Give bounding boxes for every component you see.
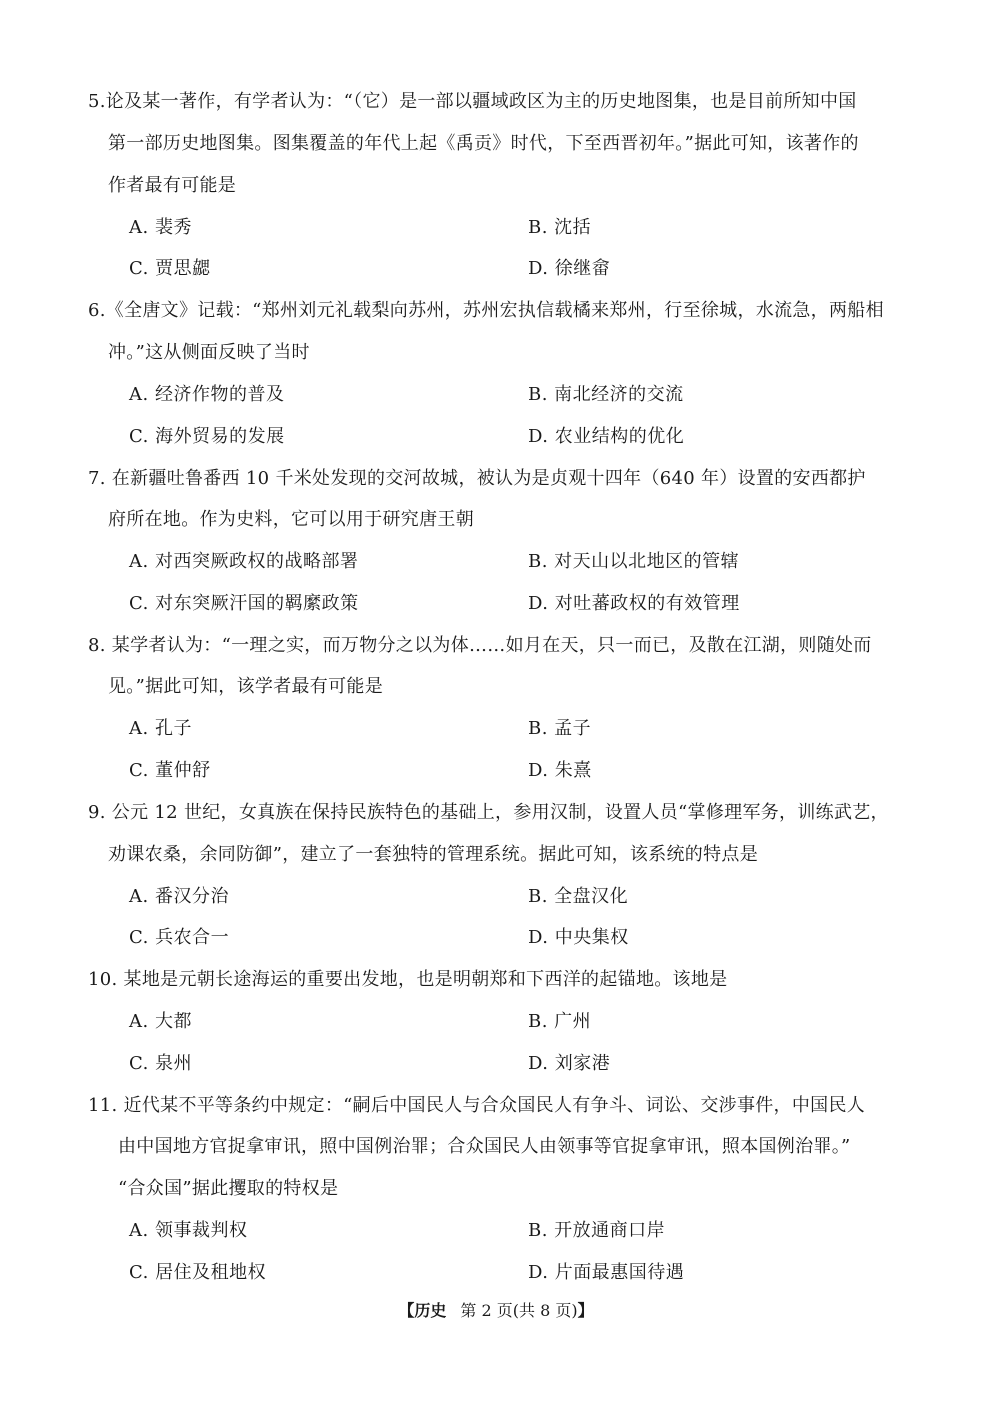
question-5-option-b: B. 沈括: [528, 217, 592, 238]
question-7-line-2: 府所在地。作为史料，它可以用于研究唐王朝: [108, 509, 474, 530]
question-11-option-b: B. 开放通商口岸: [528, 1220, 666, 1241]
question-5-option-c: C. 贾思勰: [129, 258, 211, 279]
question-6-option-c: C. 海外贸易的发展: [129, 426, 285, 447]
question-11-option-d: D. 片面最惠国待遇: [528, 1262, 685, 1283]
question-8-option-b: B. 孟子: [528, 718, 592, 739]
question-9-option-a: A. 番汉分治: [129, 886, 229, 907]
question-8-option-c: C. 董仲舒: [129, 760, 211, 781]
question-10-option-c: C. 泉州: [129, 1053, 193, 1074]
question-6-option-a: A. 经济作物的普及: [129, 384, 285, 405]
question-9-option-c: C. 兵农合一: [129, 927, 230, 948]
footer-page-info: 第 2 页(共 8 页): [460, 1301, 578, 1320]
footer-close-bracket: 】: [577, 1301, 594, 1320]
question-10-line-1: 10. 某地是元朝长途海运的重要出发地，也是明朝郑和下西洋的起锚地。该地是: [88, 969, 728, 990]
question-9-line-2: 劝课农桑，余同防御”，建立了一套独特的管理系统。据此可知，该系统的特点是: [108, 844, 758, 865]
question-7-line-1: 7. 在新疆吐鲁番西 10 千米处发现的交河故城，被认为是贞观十四年（640 年）设置的安西都护: [88, 468, 866, 489]
question-10-option-d: D. 刘家港: [528, 1053, 611, 1074]
question-11-option-c: C. 居住及租地权: [129, 1262, 267, 1283]
question-8-line-2: 见。”据此可知，该学者最有可能是: [108, 676, 384, 697]
question-9-line-1: 9. 公元 12 世纪，女真族在保持民族特色的基础上，参用汉制，设置人员“掌修理军务，训练武艺，: [88, 802, 889, 823]
question-11-line-1: 11. 近代某不平等条约中规定：“嗣后中国民人与合众国民人有争斗、词讼、交涉事件，中国民人: [88, 1095, 866, 1116]
question-10-option-a: A. 大都: [129, 1011, 192, 1032]
question-6-option-d: D. 农业结构的优化: [528, 426, 685, 447]
question-6-line-2: 冲。”这从侧面反映了当时: [108, 342, 310, 363]
question-11-option-a: A. 领事裁判权: [129, 1220, 248, 1241]
question-8-option-a: A. 孔子: [129, 718, 192, 739]
question-9-option-d: D. 中央集权: [528, 927, 629, 948]
question-10-option-b: B. 广州: [528, 1011, 592, 1032]
question-7-option-b: B. 对天山以北地区的管辖: [528, 551, 740, 572]
question-5-line-3: 作者最有可能是: [108, 175, 237, 196]
footer-subject: 历史: [414, 1301, 447, 1320]
question-6-line-1: 6.《全唐文》记载：“郑州刘元礼载梨向苏州，苏州宏执信载橘来郑州，行至徐城，水流急，两船相: [88, 300, 884, 321]
question-8-option-d: D. 朱熹: [528, 760, 592, 781]
question-7-option-c: C. 对东突厥汗国的羁縻政策: [129, 593, 359, 614]
question-7-option-a: A. 对西突厥政权的战略部署: [129, 551, 359, 572]
question-11-line-3: “合众国”据此攫取的特权是: [118, 1178, 339, 1199]
question-7-option-d: D. 对吐蕃政权的有效管理: [528, 593, 740, 614]
question-5-option-a: A. 裴秀: [129, 217, 192, 238]
question-5-line-1: 5.论及某一著作，有学者认为：“（它）是一部以疆域政区为主的历史地图集，也是目前所知中国: [88, 91, 857, 112]
page-footer: [0, 1299, 992, 1323]
question-8-line-1: 8. 某学者认为：“一理之实，而万物分之以为体……如月在天，只一而已，及散在江湖，则随处而: [88, 635, 872, 656]
footer-open-bracket: 【: [398, 1301, 415, 1320]
question-5-option-d: D. 徐继畲: [528, 258, 611, 279]
question-9-option-b: B. 全盘汉化: [528, 886, 629, 907]
question-11-line-2: 由中国地方官捉拿审讯，照中国例治罪；合众国民人由领事等官捉拿审讯，照本国例治罪。”: [118, 1136, 851, 1157]
question-6-option-b: B. 南北经济的交流: [528, 384, 684, 405]
question-5-line-2: 第一部历史地图集。图集覆盖的年代上起《禹贡》时代，下至西晋初年。”据此可知，该著作的: [108, 133, 859, 154]
